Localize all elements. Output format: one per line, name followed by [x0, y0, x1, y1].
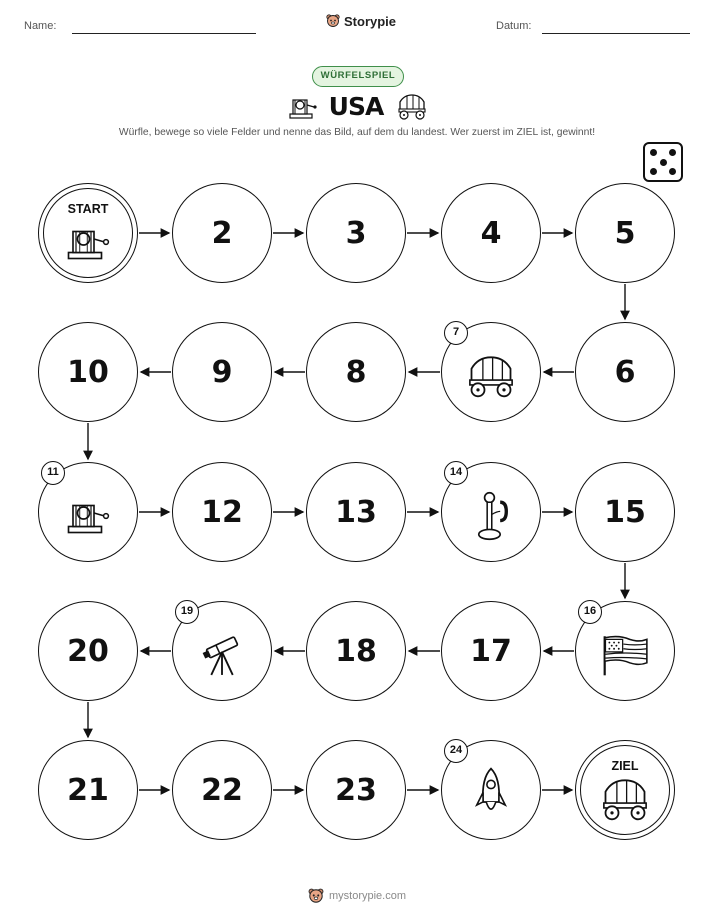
board-cell-16 [575, 601, 675, 701]
board-cell-start [38, 183, 138, 283]
cell-number: 3 [345, 215, 367, 251]
usa-flag-icon [600, 633, 650, 682]
footer-url[interactable]: mystorypie.com [329, 890, 407, 902]
board-cell-18 [306, 601, 406, 701]
cell-number: 6 [614, 354, 636, 390]
board-cell-21 [38, 740, 138, 840]
board-cell-11 [38, 462, 138, 562]
cell-number: 15 [604, 494, 646, 530]
board-cell-19 [172, 601, 272, 701]
candlestick-telephone-icon [471, 490, 511, 547]
footer [308, 887, 406, 905]
instructions: Würfle, bewege so viele Felder und nenne das Bild, auf dem du landest. Wer zuerst im ZIEL ist, gewinnt! [118, 127, 596, 138]
board-cell-24 [441, 740, 541, 840]
cell-number: 22 [201, 772, 243, 808]
cell-number: 5 [614, 215, 636, 251]
board-cell-13 [306, 462, 406, 562]
brand-name: Storypie [344, 13, 397, 29]
cell-number: 8 [345, 354, 367, 390]
board-cell-6 [575, 322, 675, 422]
board-cell-22 [172, 740, 272, 840]
cell-label: ZIEL [611, 759, 639, 773]
board-cell-17 [441, 601, 541, 701]
board-cell-5 [575, 183, 675, 283]
board-cell-14 [441, 462, 541, 562]
board-cell-23 [306, 740, 406, 840]
board-cell-3 [306, 183, 406, 283]
cell-number: 12 [201, 494, 243, 530]
telescope-icon [199, 632, 245, 683]
cell-number-tag: 7 [444, 321, 468, 345]
cell-number-tag: 11 [41, 461, 65, 485]
board-cell-4 [441, 183, 541, 283]
date-label: Datum: [496, 20, 532, 32]
board-cell-7 [441, 322, 541, 422]
covered-wagon-icon [465, 354, 517, 403]
cell-number: 21 [67, 772, 109, 808]
cell-number: 18 [335, 633, 377, 669]
cell-number: 10 [67, 354, 109, 390]
cell-number-tag: 16 [578, 600, 602, 624]
covered-wagon-icon [599, 777, 651, 826]
game-type-badge: WÜRFELSPIEL [312, 66, 404, 87]
cell-number-tag: 24 [444, 739, 468, 763]
cell-number: 17 [470, 633, 512, 669]
rocket-icon [473, 767, 509, 826]
cell-number-tag: 14 [444, 461, 468, 485]
board-cell-10 [38, 322, 138, 422]
cell-label: START [67, 202, 109, 216]
cell-number-tag: 19 [175, 600, 199, 624]
board-cell-2 [172, 183, 272, 283]
bear-logo-icon [308, 887, 324, 905]
board-cell-ziel [575, 740, 675, 840]
cell-number: 23 [335, 772, 377, 808]
board-cell-8 [306, 322, 406, 422]
cell-number: 2 [211, 215, 233, 251]
name-label: Name: [24, 20, 57, 32]
hand-crank-machine-icon [64, 496, 112, 541]
board-cell-12 [172, 462, 272, 562]
game-title: USA [328, 92, 384, 121]
board-cell-15 [575, 462, 675, 562]
cell-number: 4 [480, 215, 502, 251]
board-cell-20 [38, 601, 138, 701]
cell-number: 20 [67, 633, 109, 669]
board-cell-9 [172, 322, 272, 422]
cell-number: 9 [211, 354, 233, 390]
hand-crank-machine-icon [64, 222, 112, 267]
cell-number: 13 [335, 494, 377, 530]
